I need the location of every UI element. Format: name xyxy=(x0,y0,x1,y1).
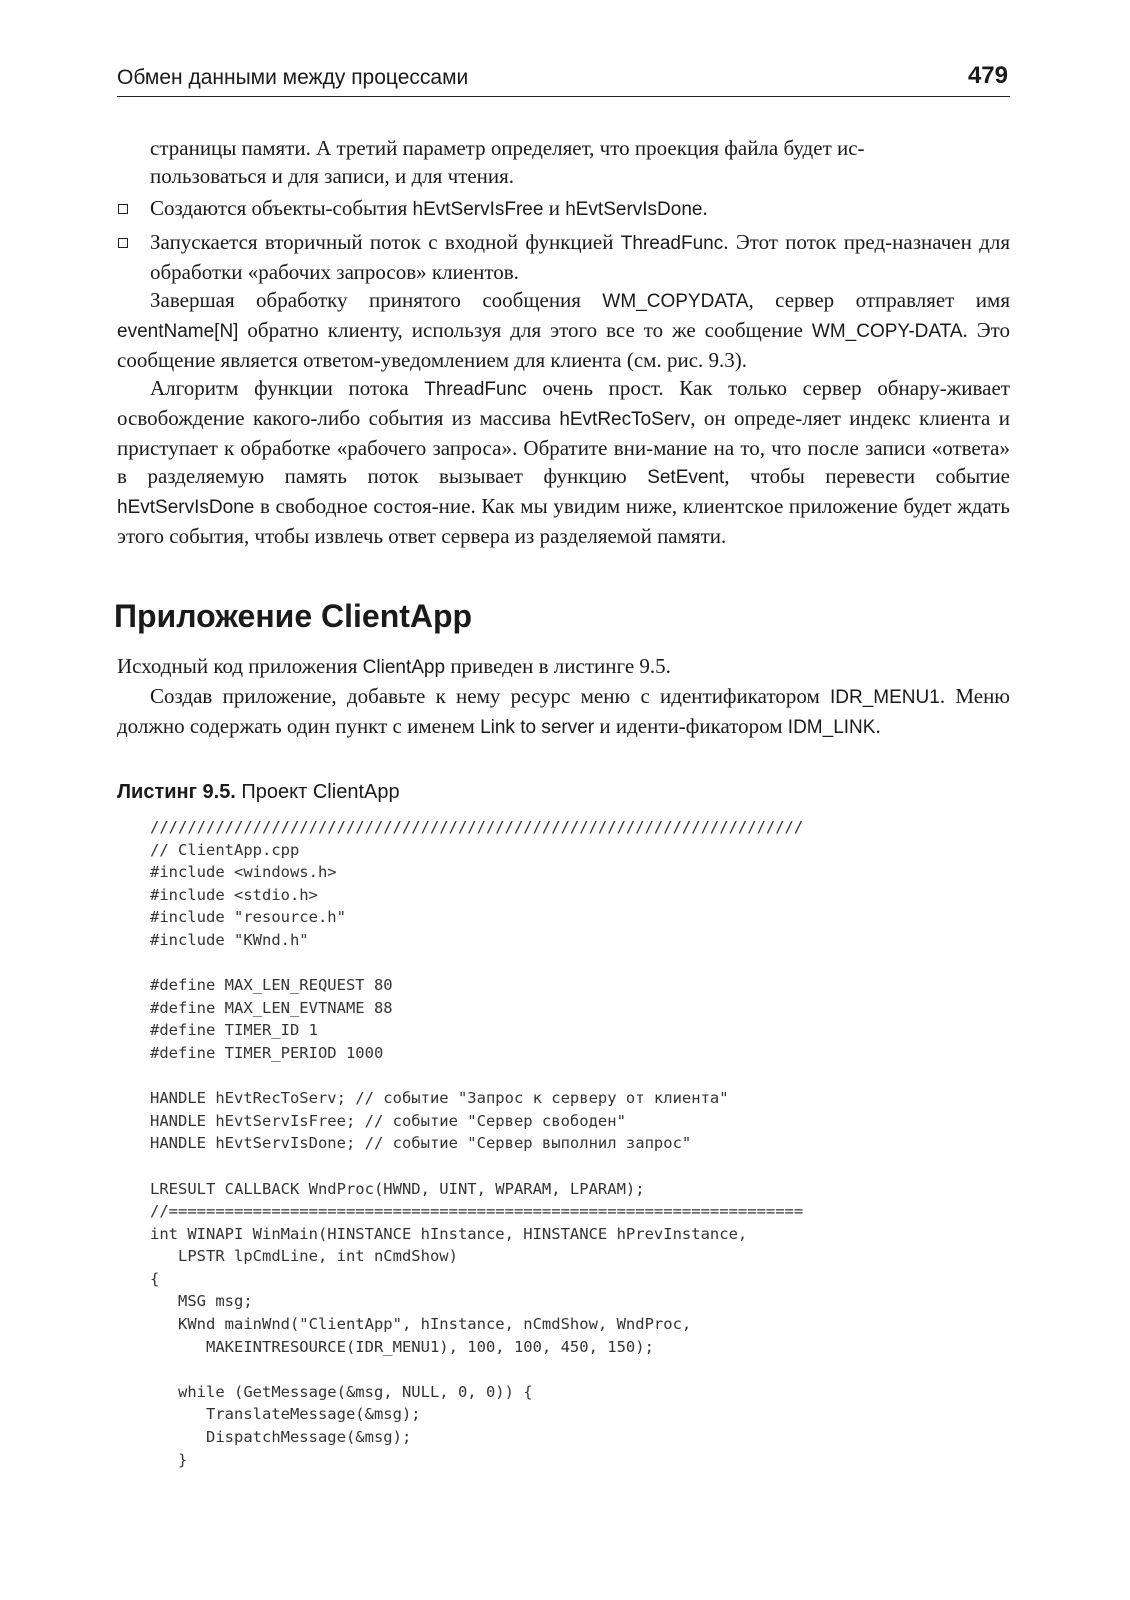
bullet-item-thread: Запускается вторичный поток с входной функцией ThreadFunc. Этот поток пред-назначен для обработки «рабочих запросов» клиентов. xyxy=(117,228,1010,286)
code-line: HANDLE hEvtServIsDone; // событие "Сервер выполнил запрос" xyxy=(150,1134,692,1153)
code-line: HANDLE hEvtRecToServ; // событие "Запрос к серверу от клиента" xyxy=(150,1089,729,1108)
paragraph-source: Исходный код приложения ClientApp приведен в листинге 9.5. xyxy=(117,654,671,678)
code-line: #define TIMER_PERIOD 1000 xyxy=(150,1043,384,1062)
running-header xyxy=(117,62,1010,97)
code-line: //==================================================================== xyxy=(150,1202,804,1221)
code-line: #include <windows.h> xyxy=(150,863,337,882)
code-line: KWnd mainWnd("ClientApp", hInstance, nCmdShow, WndProc, xyxy=(150,1315,692,1334)
chapter-title: Обмен данными между процессами xyxy=(117,66,469,89)
code-line: DispatchMessage(&msg); xyxy=(150,1428,412,1447)
code-line: TranslateMessage(&msg); xyxy=(150,1405,421,1424)
listing-label: Листинг 9.5. xyxy=(117,781,236,803)
bullet-square-icon xyxy=(118,238,128,248)
listing-title: Проект ClientApp xyxy=(235,781,400,803)
code-line: MAKEINTRESOURCE(IDR_MENU1), 100, 100, 450, 150); xyxy=(150,1337,654,1356)
code-line: LPSTR lpCmdLine, int nCmdShow) xyxy=(150,1247,458,1266)
body-text-section xyxy=(117,652,1010,742)
code-line: #define MAX_LEN_EVTNAME 88 xyxy=(150,998,393,1017)
body-text-top xyxy=(117,134,1010,550)
bullet-item-events: Создаются объекты-события hEvtServIsFree и hEvtServIsDone. xyxy=(117,194,1010,224)
bullet-square-icon xyxy=(118,204,128,214)
code-line: LRESULT CALLBACK WndProc(HWND, UINT, WPARAM, LPARAM); xyxy=(150,1179,645,1198)
code-line: #define MAX_LEN_REQUEST 80 xyxy=(150,976,393,995)
code-line: #include <stdio.h> xyxy=(150,885,318,904)
code-listing xyxy=(150,816,803,1471)
paragraph-threadfunc: Алгоритм функции потока ThreadFunc очень прост. Как только сервер обнару-живает освобождение какого-либо события из массива hEvtRecToServ, он опреде-ляет индекс клиента и приступает к обработке «рабочего запроса». Обратите вни-мание на то, что после записи «ответа» в разделяемую память поток вызывает функцию SetEvent, чтобы перевести событие hEvtServIsDone в свободное состоя-ние. Как мы увидим ниже, клиентское приложение будет ждать этого события, чтобы извлечь ответ сервера из разделяемой памяти. xyxy=(117,376,1010,548)
code-line: { xyxy=(150,1269,160,1288)
code-line xyxy=(150,1065,803,1088)
paragraph-continuation: страницы памяти. А третий параметр определяет, что проекция файла будет ис- пользоваться и для записи, и для чтения. xyxy=(150,136,865,188)
listing-caption xyxy=(117,781,400,804)
page-number: 479 xyxy=(967,62,1008,89)
code-line xyxy=(150,952,803,975)
code-line: // ClientApp.cpp xyxy=(150,840,300,859)
code-line: #include "KWnd.h" xyxy=(150,930,309,949)
paragraph-copydata: Завершая обработку принятого сообщения WM_COPYDATA, сервер отправляет имя eventName[N] обратно клиенту, используя для этого все то же сообщение WM_COPY-DATA. Это сообщение является ответом-уведомлением для клиента (см. рис. 9.3). xyxy=(117,288,1010,372)
code-line: } xyxy=(150,1450,188,1469)
code-line: while (GetMessage(&msg, NULL, 0, 0)) { xyxy=(150,1382,533,1401)
code-line: #define TIMER_ID 1 xyxy=(150,1021,318,1040)
code-line: int WINAPI WinMain(HINSTANCE hInstance, HINSTANCE hPrevInstance, xyxy=(150,1224,748,1243)
code-line xyxy=(150,1155,803,1178)
section-heading: Приложение ClientApp xyxy=(114,598,473,634)
code-line: ////////////////////////////////////////////////////////////////////// xyxy=(150,818,804,836)
code-line xyxy=(150,1358,803,1381)
code-line: #include "resource.h" xyxy=(150,908,346,927)
paragraph-menu: Создав приложение, добавьте к нему ресурс меню с идентификатором IDR_MENU1. Меню должно содержать один пункт с именем Link to server и иденти-фикатором IDM_LINK. xyxy=(117,684,1010,738)
code-line: HANDLE hEvtServIsFree; // событие "Сервер свободен" xyxy=(150,1111,626,1130)
code-line: MSG msg; xyxy=(150,1292,253,1311)
